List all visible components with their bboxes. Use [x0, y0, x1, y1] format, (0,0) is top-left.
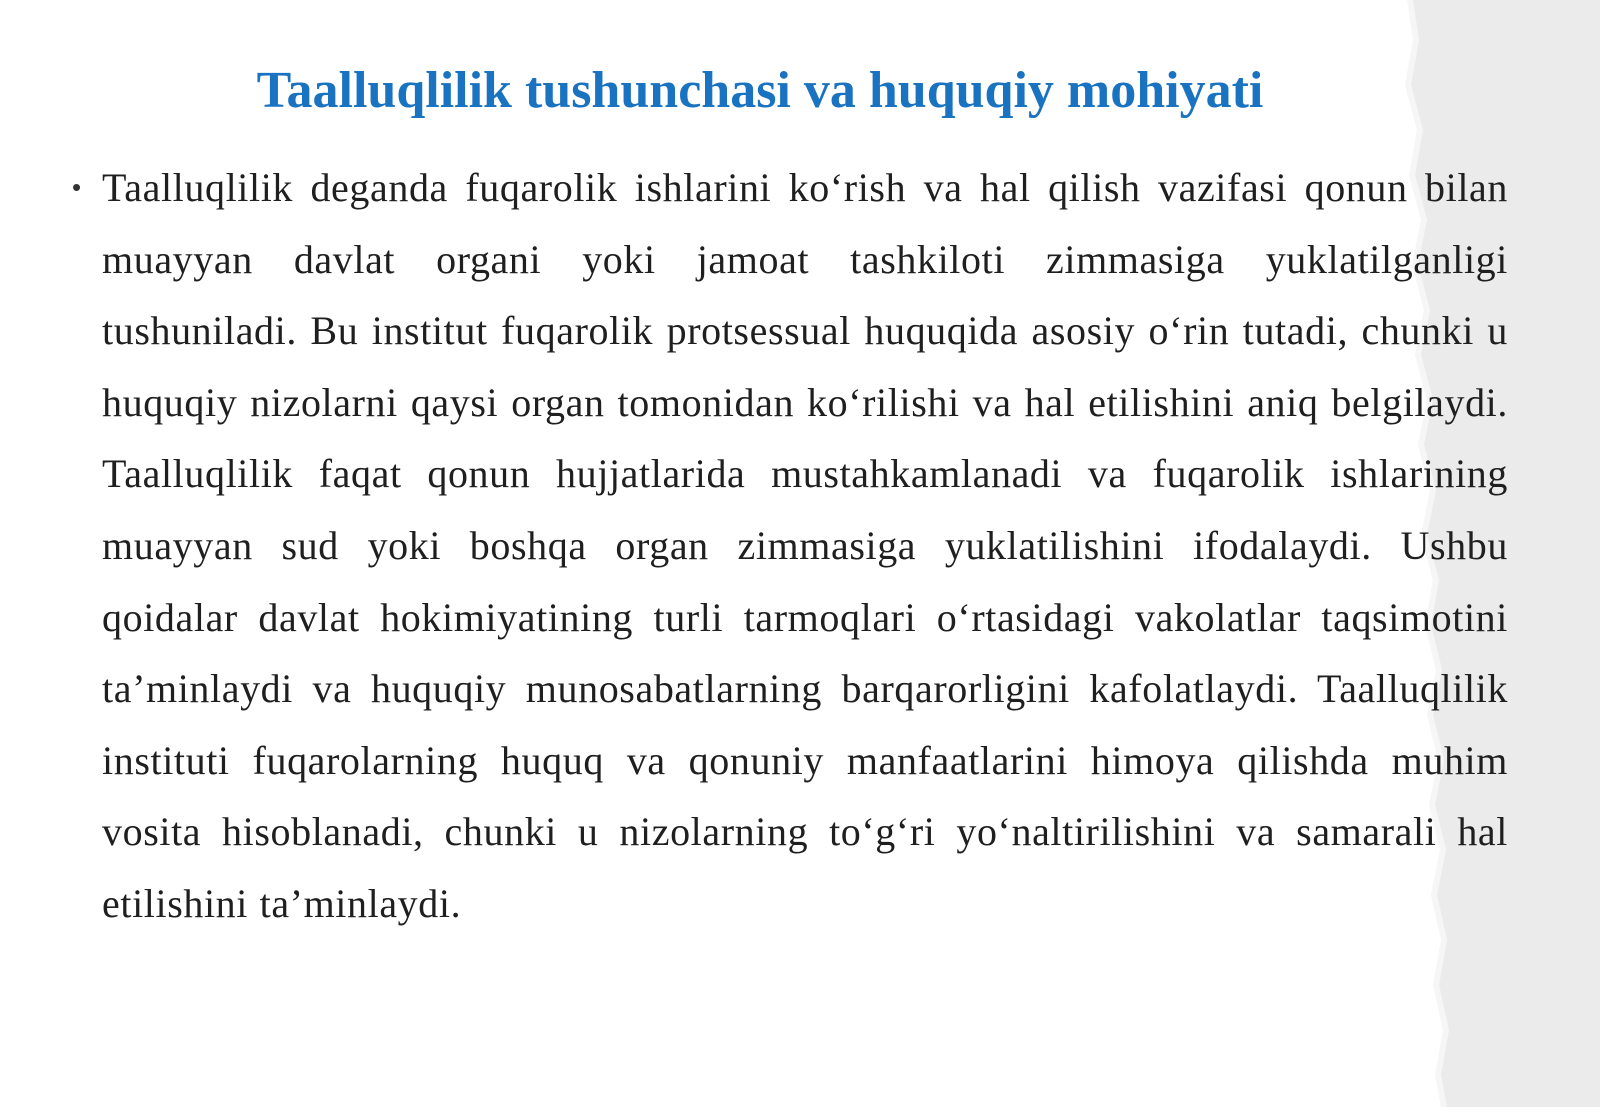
bullet-text: Taalluqlilik deganda fuqarolik ishlarini ko‘rish va hal qilish vazifasi qonun bilan muayyan davlat organi yoki jamoat tashkiloti zimmasiga yuklatilganligi tushuniladi. Bu institut fuqarolik protsessual huquqida asosiy o‘rin tutadi, chunki u huquqiy nizolarni qaysi organ tomonidan ko‘rilishi va hal etilishini aniq belgilaydi. Taalluqlilik faqat qonun hujjatlarida mustahkamlanadi va fuqarolik ishlarining muayyan sud yoki boshqa organ zimmasiga yuklatilishini ifodalaydi. Ushbu qoidalar davlat hokimiyatining turli tarmoqlari o‘rtasidagi vakolatlar taqsimotini ta’minlaydi va huquqiy munosabatlarning barqarorligini kafolatlaydi. Taalluqlilik instituti fuqarolarning huquq va qonuniy manfaatlarini himoya qilishda muhim vosita hisoblanadi, chunki u nizolarning to‘g‘ri yo‘naltirilishini va samarali hal etilishini ta’minlaydi. — [102, 165, 1508, 926]
bullet-dot-icon: • — [72, 172, 82, 202]
bullet-item — [72, 152, 1508, 940]
slide-title: Taalluqlilik tushunchasi va huquqiy mohiyati — [256, 62, 1264, 119]
slide-content — [72, 152, 1508, 940]
